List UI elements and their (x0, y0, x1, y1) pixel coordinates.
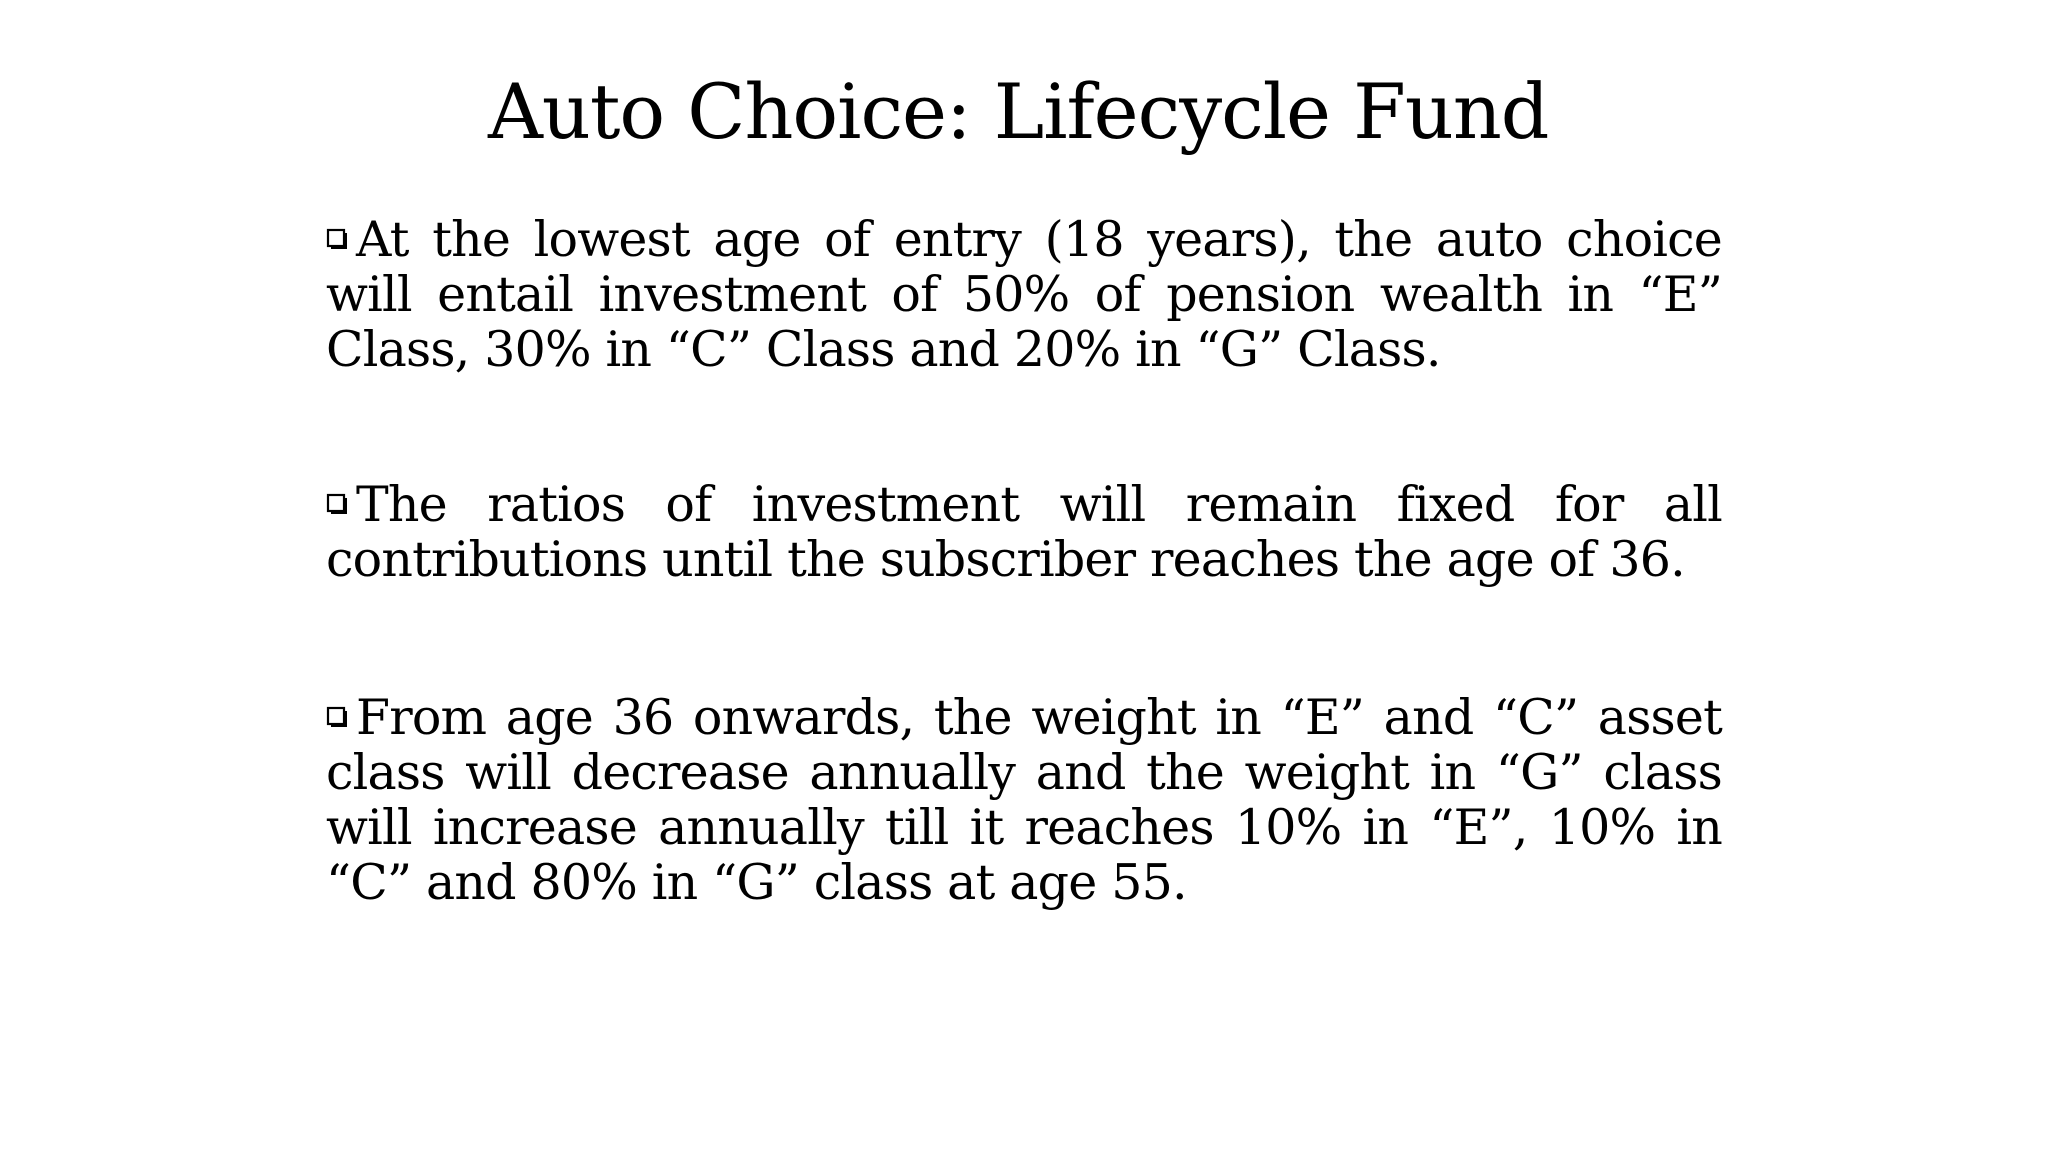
bullet-item (326, 477, 1722, 587)
checkbox-square-icon (326, 228, 350, 252)
checkbox-square-icon (326, 706, 350, 730)
bullet-text: The ratios of investment will remain fixed for all contributions until the subscriber reaches the age of 36. (326, 476, 1722, 588)
bullet-list (326, 212, 1722, 910)
bullet-text: At the lowest age of entry (18 years), the auto choice will entail investment of 50% of pension wealth in “E” Class, 30% in “C” Class and 20% in “G” Class. (326, 211, 1722, 378)
checkbox-square-icon (326, 493, 350, 517)
bullet-item (326, 212, 1722, 377)
slide-title: Auto Choice: Lifecycle Fund (488, 67, 1549, 156)
bullet-item (326, 690, 1722, 910)
bullet-text: From age 36 onwards, the weight in “E” and “C” asset class will decrease annually and the weight in “G” class will increase annually till it reaches 10% in “E”, 10% in “C” and 80% in “G” class at age 55. (326, 689, 1722, 911)
